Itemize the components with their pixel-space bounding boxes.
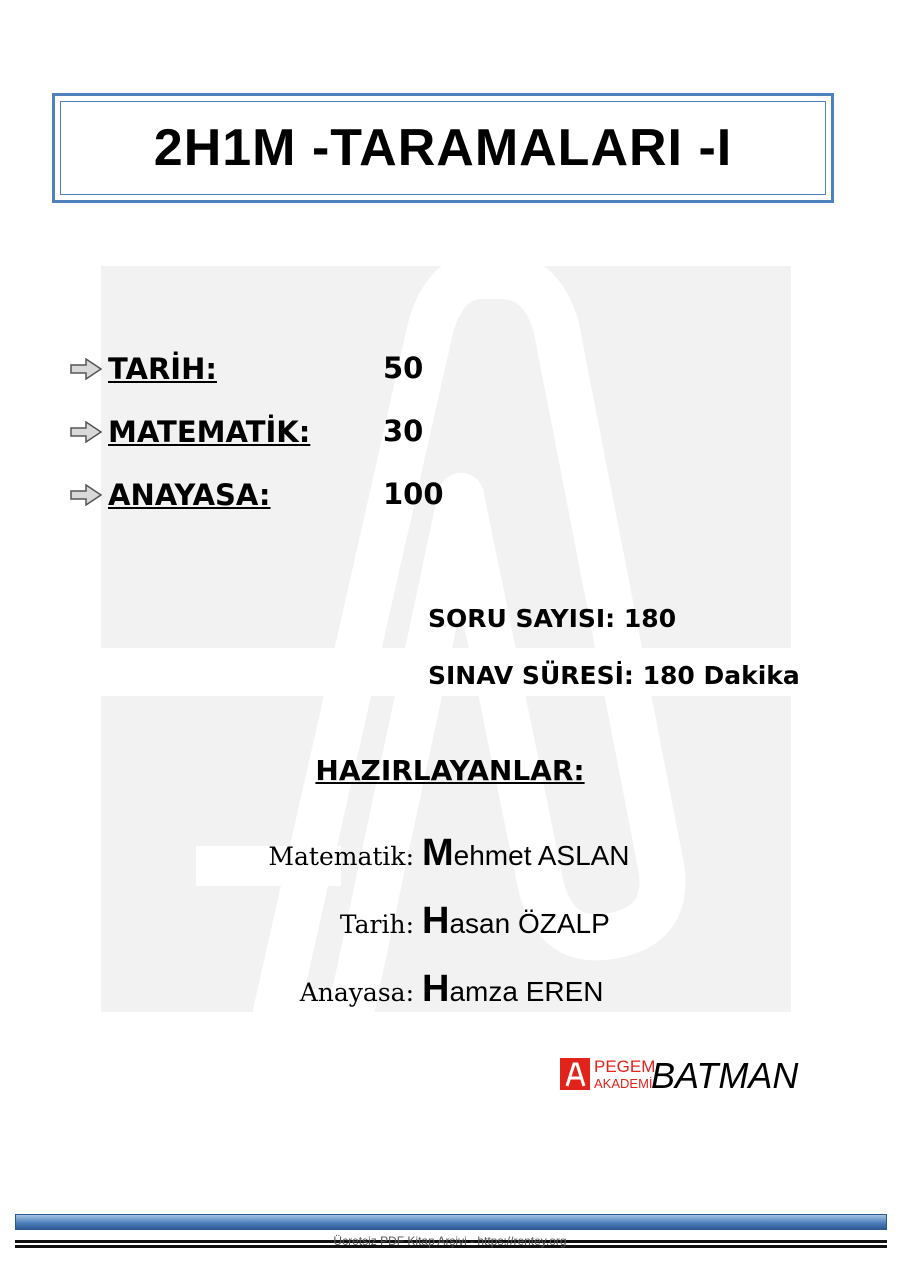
question-count-label: SORU SAYISI: — [428, 604, 616, 633]
pegem-logo-icon — [560, 1058, 590, 1090]
preparer-initial: H — [422, 900, 450, 942]
preparer-name — [422, 968, 604, 1011]
publisher-city: BATMAN — [651, 1055, 799, 1096]
question-count-line — [428, 604, 676, 633]
footer-text: Ücretsiz PDF Kitap Arşivi - https://rentey.org — [333, 1234, 567, 1248]
subject-row-anayasa — [70, 473, 271, 517]
preparer-name — [422, 832, 630, 875]
preparers-heading-text: HAZIRLAYANLAR: — [315, 754, 585, 787]
exam-duration-value: 180 Dakika — [642, 661, 800, 690]
publisher-subname: AKADEMİ — [594, 1076, 653, 1091]
subject-label: ANAYASA: — [108, 478, 271, 512]
subject-count: 100 — [383, 477, 444, 511]
arrow-right-icon — [70, 358, 102, 380]
subject-count: 50 — [383, 351, 424, 385]
preparer-name-rest: asan ÖZALP — [449, 908, 610, 939]
exam-duration-label: SINAV SÜRESİ: — [428, 661, 634, 690]
preparer-row — [0, 832, 630, 872]
preparer-initial: M — [422, 832, 454, 874]
subject-row-matematik — [70, 410, 310, 454]
subject-label: MATEMATİK: — [108, 415, 311, 449]
preparer-subject: Anayasa: — [299, 978, 414, 1007]
preparer-subject: Matematik: — [268, 842, 414, 871]
arrow-right-icon — [70, 421, 102, 443]
publisher-logo-text — [594, 1057, 656, 1091]
publisher-name: PEGEM — [594, 1057, 656, 1076]
page-title: 2H1M -TARAMALARI -I — [153, 119, 733, 177]
question-count-value: 180 — [623, 604, 677, 633]
title-inner-frame — [60, 101, 826, 195]
preparer-row — [0, 968, 604, 1008]
preparer-subject: Tarih: — [339, 910, 414, 939]
exam-duration-line — [428, 661, 800, 690]
subject-row-tarih — [70, 347, 217, 391]
preparer-name-rest: amza EREN — [449, 976, 604, 1007]
arrow-right-icon — [70, 484, 102, 506]
subject-label: TARİH: — [108, 352, 217, 386]
preparer-name-rest: ehmet ASLAN — [453, 840, 630, 871]
footer-blue-bar — [15, 1214, 887, 1230]
preparer-row — [0, 900, 610, 940]
preparers-heading — [0, 754, 900, 787]
preparer-initial: H — [422, 968, 450, 1010]
title-frame — [52, 93, 834, 203]
subject-count: 30 — [383, 414, 424, 448]
preparer-name — [422, 900, 610, 943]
